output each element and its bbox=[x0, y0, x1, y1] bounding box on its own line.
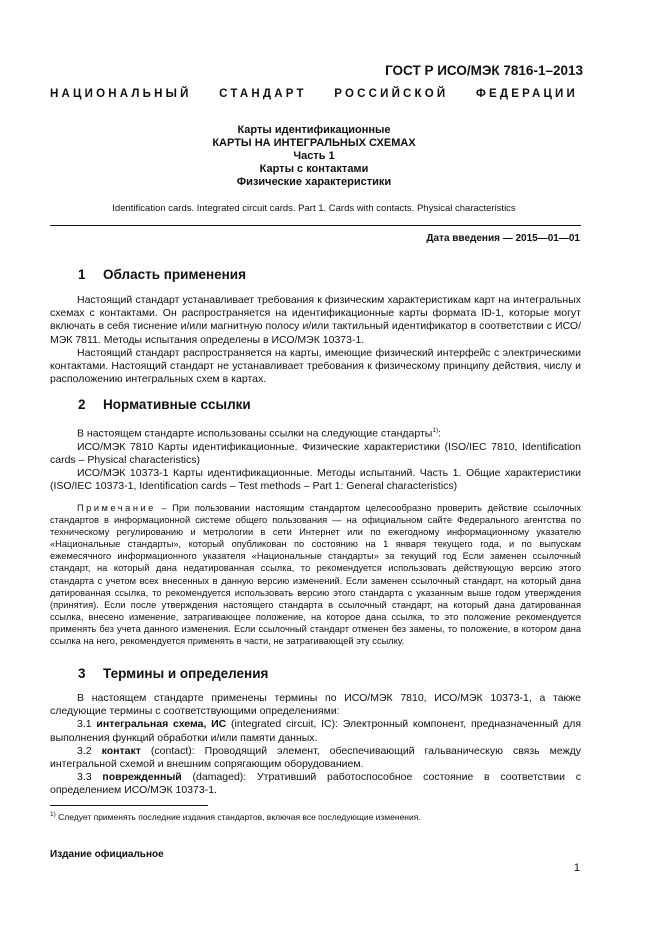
footnote-text: Следует применять последние издания стандартов, включая все последующие изменения. bbox=[55, 811, 421, 822]
section-title: Нормативные ссылки bbox=[103, 397, 251, 412]
edition-label: Издание официальное bbox=[50, 849, 164, 860]
paragraph: Настоящий стандарт устанавливает требования к физическим характеристикам карт на интегральных схемах с контактами. Он распространяется на идентификационные карты формата ID-1, которые могут включать в себя тиснение и/или магнитную полосу и/или тактильный идентификатор в соответствии с ИСО/МЭК 7811. Методы испытания определены в ИСО/МЭК 10373-1. bbox=[50, 294, 581, 346]
note-text: – При пользовании настоящим стандартом целесообразно проверить действие ссылочных стандартов в информационной системе общего пользования — на официальном сайте Федерального агентства по техническому регулированию и метрологии в сети Интернет или по ежегодному информационному указателю «Национальные стандарты», который опубликован по состоянию на 1 января текущего года, и по выпускам ежемесячного информационного указателя «Национальные стандарты» за текущий год Если заменен ссылочный стандарт, на который дана недатированная ссылка, то рекомендуется использовать действующую версию этого стандарта с учетом всех внесенных в данную версию изменений. Если заменен ссылочный стандарт, на который дана датированная ссылка, то рекомендуется использовать версию этого стандарта с указанным выше годом утверждения (принятия). Если после утверждения настоящего стандарта в ссылочный стандарт, на который дана датированная ссылка, внесено изменение, затрагивающее положение, на которое дана ссылка, то это положение рекомендуется применять без учета данного изменения. Если ссылочный стандарт отменен без замены, то положение, в котором дана ссылка на него, рекомендуется применять в части, не затрагивающей эту ссылку. bbox=[50, 503, 581, 647]
section-1-heading bbox=[78, 267, 246, 282]
paragraph: Настоящий стандарт распространяется на карты, имеющие физический интерфейс с электрическими контактами. Настоящий стандарт не устанавливает требования к физическому принципу действия, числу и расположению интегральных схем в картах. bbox=[50, 346, 581, 386]
section-1-body bbox=[50, 294, 581, 386]
section-title: Область применения bbox=[103, 267, 246, 282]
term: интегральная схема, ИС bbox=[96, 718, 227, 731]
term-definition: 3.3 поврежденный (damaged): Утративший работоспособное состояние в соответствии с определением ИСО/МЭК 10373-1. bbox=[50, 771, 582, 797]
section-3-body bbox=[50, 692, 581, 798]
section-3-heading bbox=[78, 666, 268, 681]
title-line-4: Карты с контактами bbox=[259, 163, 369, 175]
title-line-1: Карты идентификационные bbox=[237, 124, 391, 136]
note-label: Примечание bbox=[77, 503, 156, 513]
reference-item: ИСО/МЭК 7810 Карты идентификационные. Физические характеристики (ISO/IEC 7810, Identification cards – Physical characteristics) bbox=[50, 440, 581, 466]
header-divider bbox=[50, 225, 581, 226]
english-title: Identification cards. Integrated circuit cards. Part 1. Cards with contacts. Physical characteristics bbox=[112, 203, 516, 214]
title-line-3: Часть 1 bbox=[293, 150, 335, 162]
section-2-body bbox=[50, 424, 581, 494]
standard-code: ГОСТ Р ИСО/МЭК 7816-1–2013 bbox=[385, 63, 583, 78]
references-intro: В настоящем стандарте использованы ссылки на следующие стандарты$^{1)}$: bbox=[77, 427, 442, 440]
term-definition: 3.1 интегральная схема, ИС (integrated circuit, IC): Электронный компонент, предназначенный для выполнения функций обработки и/или памяти данных. bbox=[50, 718, 582, 744]
section-2-heading bbox=[78, 397, 251, 412]
footnote-mark: 1) bbox=[50, 811, 56, 818]
title-line-5: Физические характеристики bbox=[236, 176, 392, 188]
section-number: 2 bbox=[78, 397, 86, 412]
introduction-date: Дата введения — 2015—01—01 bbox=[426, 233, 580, 244]
terms-intro: В настоящем стандарте применены термины по ИСО/МЭК 7810, ИСО/МЭК 10373-1, а также следующие термины с соответствующими определениями: bbox=[50, 692, 581, 718]
title-line-2: КАРТЫ НА ИНТЕГРАЛЬНЫХ СХЕМАХ bbox=[212, 137, 416, 149]
section-number: 1 bbox=[78, 267, 86, 282]
footnote-reference: 1) bbox=[432, 427, 439, 434]
page-number: 1 bbox=[573, 862, 580, 874]
section-title: Термины и определения bbox=[103, 666, 269, 681]
footnote bbox=[50, 811, 421, 822]
section-2-note bbox=[50, 502, 581, 647]
term: контакт bbox=[101, 744, 141, 757]
reference-item: ИСО/МЭК 10373-1 Карты идентификационные. Методы испытаний. Часть 1. Общие характеристики (ISO/IEC 10373-1, Identification cards – Test methods – Part 1: General characteristics) bbox=[50, 467, 581, 493]
term-definition: 3.2 контакт (contact): Проводящий элемент, обеспечивающий гальваническую связь между интегральной схемой и внешним сопрягающим оборудованием. bbox=[50, 744, 581, 771]
term: поврежденный bbox=[102, 771, 182, 784]
footnote-divider bbox=[50, 805, 208, 806]
document-title bbox=[60, 124, 568, 189]
section-number: 3 bbox=[78, 666, 86, 681]
national-standard-heading: НАЦИОНАЛЬНЫЙ СТАНДАРТ РОССИЙСКОЙ ФЕДЕРАЦИИ bbox=[50, 88, 578, 100]
